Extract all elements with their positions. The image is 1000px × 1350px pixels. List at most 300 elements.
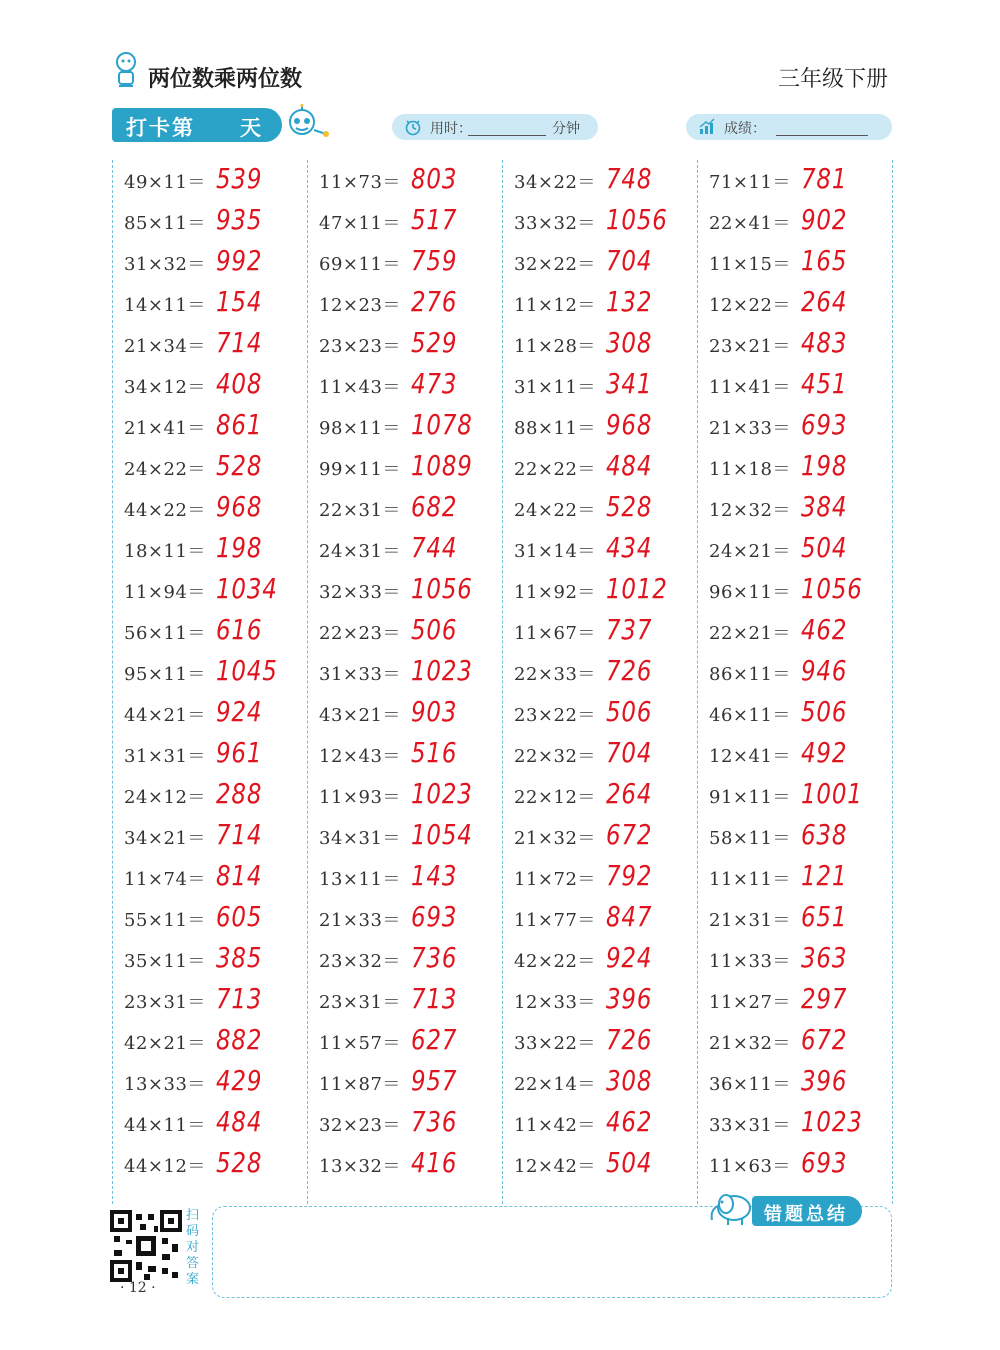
problem-row <box>112 365 307 406</box>
handwritten-answer[interactable]: 396 <box>606 982 653 1015</box>
problem-row <box>307 447 502 488</box>
problem-row <box>697 447 892 488</box>
handwritten-answer[interactable]: 416 <box>411 1146 458 1179</box>
problem-expression: 11×74＝ <box>124 869 206 890</box>
problem-row <box>112 693 307 734</box>
handwritten-answer[interactable]: 957 <box>411 1064 458 1097</box>
handwritten-answer[interactable]: 492 <box>801 736 848 769</box>
problem-expression: 22×23＝ <box>319 623 401 644</box>
handwritten-answer[interactable]: 308 <box>606 1064 653 1097</box>
problem-row <box>112 1103 307 1144</box>
handwritten-answer[interactable]: 946 <box>801 654 848 687</box>
problem-expression: 55×11＝ <box>124 910 206 931</box>
handwritten-answer[interactable]: 744 <box>411 531 458 564</box>
problem-expression: 23×32＝ <box>319 951 401 972</box>
handwritten-answer[interactable]: 385 <box>216 941 263 974</box>
problem-row <box>502 447 697 488</box>
handwritten-answer[interactable]: 288 <box>216 777 263 810</box>
problem-row <box>502 1144 697 1185</box>
handwritten-answer[interactable]: 484 <box>216 1105 263 1138</box>
problem-row <box>112 201 307 242</box>
problem-row <box>697 201 892 242</box>
handwritten-answer[interactable]: 672 <box>801 1023 848 1056</box>
problem-row <box>307 898 502 939</box>
problem-expression: 11×28＝ <box>514 336 596 357</box>
problem-expression: 21×31＝ <box>709 910 791 931</box>
problem-row <box>697 488 892 529</box>
handwritten-answer[interactable]: 605 <box>216 900 263 933</box>
problem-row <box>697 570 892 611</box>
handwritten-answer[interactable]: 968 <box>216 490 263 523</box>
problem-expression: 21×34＝ <box>124 336 206 357</box>
problem-expression: 22×14＝ <box>514 1074 596 1095</box>
problem-row <box>307 1103 502 1144</box>
problem-row <box>697 1021 892 1062</box>
mistake-summary-tag <box>752 1196 862 1226</box>
problem-expression: 18×11＝ <box>124 541 206 562</box>
problem-expression: 31×32＝ <box>124 254 206 275</box>
problem-expression: 12×33＝ <box>514 992 596 1013</box>
handwritten-answer[interactable]: 672 <box>606 818 653 851</box>
problem-row <box>697 1144 892 1185</box>
problem-expression: 44×21＝ <box>124 705 206 726</box>
problem-expression: 21×32＝ <box>709 1033 791 1054</box>
problem-expression: 32×33＝ <box>319 582 401 603</box>
handwritten-answer[interactable]: 736 <box>411 941 458 974</box>
problem-expression: 98×11＝ <box>319 418 401 439</box>
handwritten-answer[interactable]: 726 <box>606 654 653 687</box>
page-title: 两位数乘两位数 <box>148 67 303 92</box>
handwritten-answer[interactable]: 847 <box>606 900 653 933</box>
problem-expression: 43×21＝ <box>319 705 401 726</box>
problem-expression: 33×32＝ <box>514 213 596 234</box>
problem-expression: 23×23＝ <box>319 336 401 357</box>
problem-expression: 11×33＝ <box>709 951 791 972</box>
handwritten-answer[interactable]: 528 <box>606 490 653 523</box>
problem-expression: 44×11＝ <box>124 1115 206 1136</box>
problem-row <box>502 1021 697 1062</box>
handwritten-answer[interactable]: 1078 <box>411 408 473 441</box>
handwritten-answer[interactable]: 616 <box>216 613 263 646</box>
problem-row <box>307 857 502 898</box>
handwritten-answer[interactable]: 882 <box>216 1023 263 1056</box>
handwritten-answer[interactable]: 483 <box>801 326 848 359</box>
problem-expression: 44×22＝ <box>124 500 206 521</box>
checkin-label: 打卡第 <box>126 116 195 140</box>
problem-row <box>112 488 307 529</box>
handwritten-answer[interactable]: 704 <box>606 736 653 769</box>
problem-row <box>112 406 307 447</box>
handwritten-answer[interactable]: 651 <box>801 900 848 933</box>
handwritten-answer[interactable]: 1045 <box>216 654 278 687</box>
problem-row <box>307 652 502 693</box>
problem-row <box>502 488 697 529</box>
problem-row <box>502 570 697 611</box>
problem-row <box>112 283 307 324</box>
problem-row <box>502 201 697 242</box>
handwritten-answer[interactable]: 627 <box>411 1023 458 1056</box>
problem-row <box>112 447 307 488</box>
problem-expression: 23×21＝ <box>709 336 791 357</box>
problem-row <box>502 693 697 734</box>
handwritten-answer[interactable]: 1089 <box>411 449 473 482</box>
handwritten-answer[interactable]: 528 <box>216 1146 263 1179</box>
problem-row <box>697 898 892 939</box>
handwritten-answer[interactable]: 528 <box>216 449 263 482</box>
handwritten-answer[interactable]: 506 <box>801 695 848 728</box>
problem-expression: 11×57＝ <box>319 1033 401 1054</box>
problem-row <box>307 1144 502 1185</box>
problem-expression: 22×22＝ <box>514 459 596 480</box>
score-blank-line <box>776 135 868 136</box>
problem-expression: 44×12＝ <box>124 1156 206 1177</box>
problem-row <box>112 734 307 775</box>
problem-row <box>502 898 697 939</box>
handwritten-answer[interactable]: 1056 <box>411 572 473 605</box>
problem-expression: 56×11＝ <box>124 623 206 644</box>
handwritten-answer[interactable]: 165 <box>801 244 848 277</box>
handwritten-answer[interactable]: 341 <box>606 367 653 400</box>
handwritten-answer[interactable]: 736 <box>411 1105 458 1138</box>
problem-expression: 22×12＝ <box>514 787 596 808</box>
problem-row <box>307 611 502 652</box>
problem-expression: 31×33＝ <box>319 664 401 685</box>
problem-row <box>502 611 697 652</box>
problem-column <box>697 160 892 1204</box>
alarm-clock-icon <box>404 118 422 136</box>
problem-row <box>697 160 892 201</box>
problem-row <box>112 816 307 857</box>
handwritten-answer[interactable]: 297 <box>801 982 848 1015</box>
problem-row <box>502 1103 697 1144</box>
problem-row <box>502 775 697 816</box>
handwritten-answer[interactable]: 1023 <box>801 1105 863 1138</box>
problem-row <box>112 611 307 652</box>
problem-expression: 11×12＝ <box>514 295 596 316</box>
problem-row <box>502 283 697 324</box>
problem-row <box>307 488 502 529</box>
problem-row <box>697 529 892 570</box>
problem-expression: 24×22＝ <box>514 500 596 521</box>
problem-row <box>502 324 697 365</box>
problem-row <box>697 734 892 775</box>
problem-row <box>697 242 892 283</box>
page-number: · 12 · <box>120 1280 156 1296</box>
problem-expression: 85×11＝ <box>124 213 206 234</box>
problem-expression: 21×41＝ <box>124 418 206 439</box>
problem-expression: 24×31＝ <box>319 541 401 562</box>
handwritten-answer[interactable]: 384 <box>801 490 848 523</box>
problem-row <box>112 1021 307 1062</box>
handwritten-answer[interactable]: 154 <box>216 285 263 318</box>
problem-row <box>112 529 307 570</box>
handwritten-answer[interactable]: 759 <box>411 244 458 277</box>
problem-row <box>697 775 892 816</box>
handwritten-answer[interactable]: 1034 <box>216 572 278 605</box>
problem-expression: 12×23＝ <box>319 295 401 316</box>
problem-row <box>307 242 502 283</box>
grid-divider <box>892 160 893 1204</box>
qr-code-icon <box>110 1210 182 1282</box>
problem-expression: 33×22＝ <box>514 1033 596 1054</box>
time-unit: 分钟 <box>552 121 580 137</box>
handwritten-answer[interactable]: 462 <box>606 1105 653 1138</box>
problem-row <box>307 939 502 980</box>
problem-expression: 69×11＝ <box>319 254 401 275</box>
problem-row <box>502 406 697 447</box>
problem-expression: 47×11＝ <box>319 213 401 234</box>
problem-expression: 31×11＝ <box>514 377 596 398</box>
handwritten-answer[interactable]: 506 <box>411 613 458 646</box>
problem-row <box>502 939 697 980</box>
handwritten-answer[interactable]: 748 <box>606 162 653 195</box>
problem-expression: 34×22＝ <box>514 172 596 193</box>
time-used-field <box>392 114 598 140</box>
problem-row <box>502 365 697 406</box>
handwritten-answer[interactable]: 198 <box>216 531 263 564</box>
handwritten-answer[interactable]: 484 <box>606 449 653 482</box>
problem-expression: 23×31＝ <box>319 992 401 1013</box>
problem-expression: 13×11＝ <box>319 869 401 890</box>
score-field <box>686 114 892 140</box>
time-label: 用时： <box>430 121 472 137</box>
problem-expression: 11×42＝ <box>514 1115 596 1136</box>
handwritten-answer[interactable]: 1001 <box>801 777 863 810</box>
problem-expression: 11×27＝ <box>709 992 791 1013</box>
handwritten-answer[interactable]: 781 <box>801 162 848 195</box>
problem-row <box>502 1062 697 1103</box>
problem-expression: 22×33＝ <box>514 664 596 685</box>
handwritten-answer[interactable]: 737 <box>606 613 653 646</box>
problem-row <box>112 1062 307 1103</box>
problem-row <box>697 324 892 365</box>
problem-row <box>307 734 502 775</box>
problem-row <box>697 406 892 447</box>
problem-row <box>697 693 892 734</box>
problem-expression: 11×43＝ <box>319 377 401 398</box>
problem-expression: 42×21＝ <box>124 1033 206 1054</box>
problem-row <box>502 652 697 693</box>
handwritten-answer[interactable]: 396 <box>801 1064 848 1097</box>
handwritten-answer[interactable]: 1056 <box>801 572 863 605</box>
handwritten-answer[interactable]: 504 <box>801 531 848 564</box>
problem-row <box>697 1062 892 1103</box>
handwritten-answer[interactable]: 276 <box>411 285 458 318</box>
problem-row <box>307 529 502 570</box>
problem-row <box>112 857 307 898</box>
handwritten-answer[interactable]: 638 <box>801 818 848 851</box>
problem-row <box>697 365 892 406</box>
problem-expression: 24×21＝ <box>709 541 791 562</box>
problem-row <box>697 1103 892 1144</box>
growth-chart-icon <box>698 118 716 136</box>
problem-expression: 22×41＝ <box>709 213 791 234</box>
problem-expression: 11×92＝ <box>514 582 596 603</box>
handwritten-answer[interactable]: 924 <box>606 941 653 974</box>
problem-grid <box>112 160 892 1204</box>
problem-row <box>697 857 892 898</box>
handwritten-answer[interactable]: 308 <box>606 326 653 359</box>
problem-expression: 12×42＝ <box>514 1156 596 1177</box>
problem-expression: 35×11＝ <box>124 951 206 972</box>
problem-expression: 22×21＝ <box>709 623 791 644</box>
handwritten-answer[interactable]: 539 <box>216 162 263 195</box>
problem-expression: 24×22＝ <box>124 459 206 480</box>
problem-expression: 22×31＝ <box>319 500 401 521</box>
problem-expression: 11×67＝ <box>514 623 596 644</box>
problem-expression: 91×11＝ <box>709 787 791 808</box>
problem-row <box>307 816 502 857</box>
problem-expression: 46×11＝ <box>709 705 791 726</box>
handwritten-answer[interactable]: 517 <box>411 203 458 236</box>
problem-expression: 11×94＝ <box>124 582 206 603</box>
handwritten-answer[interactable]: 434 <box>606 531 653 564</box>
handwritten-answer[interactable]: 504 <box>606 1146 653 1179</box>
problem-expression: 88×11＝ <box>514 418 596 439</box>
mistake-summary-label: 错题总结 <box>764 1204 848 1225</box>
mascot-logo-icon <box>110 50 142 90</box>
problem-row <box>307 406 502 447</box>
problem-row <box>502 529 697 570</box>
problem-row <box>502 160 697 201</box>
handwritten-answer[interactable]: 121 <box>801 859 848 892</box>
handwritten-answer[interactable]: 529 <box>411 326 458 359</box>
robot-mascot-icon <box>282 104 330 146</box>
problem-row <box>112 324 307 365</box>
problem-column <box>502 160 697 1204</box>
problem-expression: 96×11＝ <box>709 582 791 603</box>
problem-expression: 32×22＝ <box>514 254 596 275</box>
problem-expression: 12×22＝ <box>709 295 791 316</box>
problem-expression: 23×31＝ <box>124 992 206 1013</box>
handwritten-answer[interactable]: 506 <box>606 695 653 728</box>
handwritten-answer[interactable]: 792 <box>606 859 653 892</box>
problem-column <box>112 160 307 1204</box>
handwritten-answer[interactable]: 992 <box>216 244 263 277</box>
handwritten-answer[interactable]: 693 <box>801 1146 848 1179</box>
problem-expression: 12×43＝ <box>319 746 401 767</box>
handwritten-answer[interactable]: 693 <box>801 408 848 441</box>
handwritten-answer[interactable]: 132 <box>606 285 653 318</box>
handwritten-answer[interactable]: 704 <box>606 244 653 277</box>
problem-expression: 32×23＝ <box>319 1115 401 1136</box>
handwritten-answer[interactable]: 713 <box>411 982 458 1015</box>
handwritten-answer[interactable]: 726 <box>606 1023 653 1056</box>
problem-expression: 31×14＝ <box>514 541 596 562</box>
problem-column <box>307 160 502 1204</box>
handwritten-answer[interactable]: 861 <box>216 408 263 441</box>
problem-expression: 13×32＝ <box>319 1156 401 1177</box>
handwritten-answer[interactable]: 1054 <box>411 818 473 851</box>
problem-row <box>697 652 892 693</box>
problem-expression: 11×72＝ <box>514 869 596 890</box>
problem-row <box>307 201 502 242</box>
handwritten-answer[interactable]: 714 <box>216 818 263 851</box>
handwritten-answer[interactable]: 143 <box>411 859 458 892</box>
handwritten-answer[interactable]: 429 <box>216 1064 263 1097</box>
handwritten-answer[interactable]: 961 <box>216 736 263 769</box>
handwritten-answer[interactable]: 363 <box>801 941 848 974</box>
problem-expression: 21×33＝ <box>319 910 401 931</box>
problem-expression: 11×77＝ <box>514 910 596 931</box>
problem-expression: 34×12＝ <box>124 377 206 398</box>
problem-row <box>697 980 892 1021</box>
problem-expression: 71×11＝ <box>709 172 791 193</box>
handwritten-answer[interactable]: 714 <box>216 326 263 359</box>
handwritten-answer[interactable]: 516 <box>411 736 458 769</box>
problem-row <box>307 980 502 1021</box>
handwritten-answer[interactable]: 693 <box>411 900 458 933</box>
problem-row <box>307 160 502 201</box>
problem-expression: 11×41＝ <box>709 377 791 398</box>
qr-caption: 扫码对答案 <box>186 1208 200 1287</box>
problem-expression: 11×15＝ <box>709 254 791 275</box>
score-label: 成绩： <box>724 121 766 137</box>
problem-row <box>112 242 307 283</box>
problem-row <box>112 898 307 939</box>
problem-row <box>697 816 892 857</box>
problem-expression: 11×93＝ <box>319 787 401 808</box>
handwritten-answer[interactable]: 1023 <box>411 654 473 687</box>
handwritten-answer[interactable]: 682 <box>411 490 458 523</box>
handwritten-answer[interactable]: 1023 <box>411 777 473 810</box>
problem-row <box>307 693 502 734</box>
problem-expression: 42×22＝ <box>514 951 596 972</box>
problem-expression: 95×11＝ <box>124 664 206 685</box>
problem-expression: 58×11＝ <box>709 828 791 849</box>
handwritten-answer[interactable]: 903 <box>411 695 458 728</box>
problem-expression: 24×12＝ <box>124 787 206 808</box>
problem-expression: 86×11＝ <box>709 664 791 685</box>
time-blank-line <box>468 135 546 136</box>
handwritten-answer[interactable]: 473 <box>411 367 458 400</box>
handwritten-answer[interactable]: 814 <box>216 859 263 892</box>
problem-expression: 11×18＝ <box>709 459 791 480</box>
problem-row <box>307 365 502 406</box>
problem-expression: 14×11＝ <box>124 295 206 316</box>
handwritten-answer[interactable]: 924 <box>216 695 263 728</box>
handwritten-answer[interactable]: 451 <box>801 367 848 400</box>
problem-expression: 11×63＝ <box>709 1156 791 1177</box>
problem-expression: 23×22＝ <box>514 705 596 726</box>
problem-expression: 99×11＝ <box>319 459 401 480</box>
problem-expression: 21×33＝ <box>709 418 791 439</box>
checkin-day-suffix: 天 <box>240 116 261 140</box>
handwritten-answer[interactable]: 968 <box>606 408 653 441</box>
problem-row <box>307 283 502 324</box>
handwritten-answer[interactable]: 264 <box>606 777 653 810</box>
handwritten-answer[interactable]: 408 <box>216 367 263 400</box>
problem-expression: 36×11＝ <box>709 1074 791 1095</box>
handwritten-answer[interactable]: 1056 <box>606 203 668 236</box>
handwritten-answer[interactable]: 198 <box>801 449 848 482</box>
problem-expression: 34×31＝ <box>319 828 401 849</box>
handwritten-answer[interactable]: 935 <box>216 203 263 236</box>
problem-row <box>307 570 502 611</box>
handwritten-answer[interactable]: 713 <box>216 982 263 1015</box>
handwritten-answer[interactable]: 264 <box>801 285 848 318</box>
problem-row <box>112 160 307 201</box>
handwritten-answer[interactable]: 1012 <box>606 572 668 605</box>
problem-expression: 11×87＝ <box>319 1074 401 1095</box>
problem-expression: 22×32＝ <box>514 746 596 767</box>
handwritten-answer[interactable]: 462 <box>801 613 848 646</box>
handwritten-answer[interactable]: 803 <box>411 162 458 195</box>
problem-row <box>307 775 502 816</box>
problem-row <box>502 857 697 898</box>
handwritten-answer[interactable]: 902 <box>801 203 848 236</box>
problem-row <box>502 734 697 775</box>
